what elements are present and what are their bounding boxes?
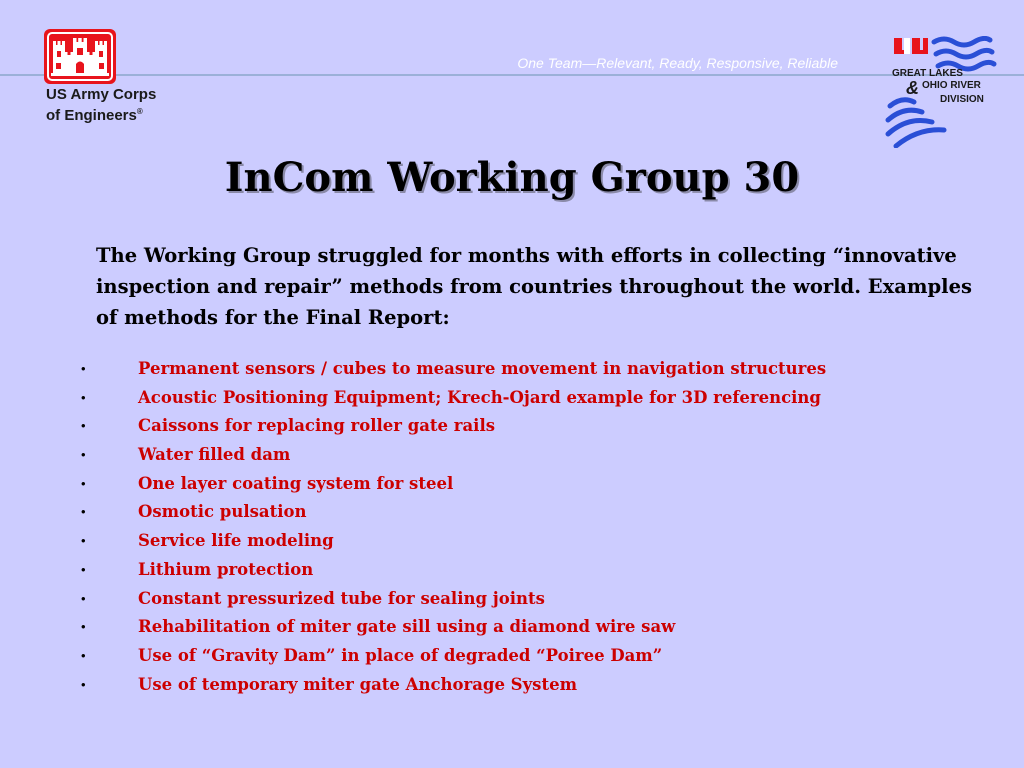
list-item <box>0 470 1024 499</box>
bullet-dot: • <box>81 389 86 405</box>
bullet-dot: • <box>81 619 86 635</box>
organization-name-line2: of Engineers <box>46 107 137 124</box>
division-logo-text-2: & <box>906 78 919 98</box>
great-lakes-ohio-river-division-logo-icon <box>878 36 998 148</box>
list-item <box>0 671 1024 700</box>
organization-name <box>46 86 156 124</box>
organization-name-line1: US Army Corps <box>46 86 157 103</box>
slide-intro-paragraph: The Working Group struggled for months with efforts in collecting “innovative inspection and repair” methods from countries throughout the world. Examples of methods for the Final Report: <box>96 244 972 329</box>
registered-mark: ® <box>136 107 143 116</box>
bullet-dot: • <box>81 504 86 520</box>
header-divider-line <box>0 74 1024 76</box>
bullet-dot: • <box>81 590 86 606</box>
list-item <box>0 498 1024 527</box>
list-item <box>0 613 1024 642</box>
list-item-text: Osmotic pulsation <box>138 502 307 522</box>
list-item <box>0 384 1024 413</box>
list-item <box>0 355 1024 384</box>
list-item-text: Permanent sensors / cubes to measure movement in navigation structures <box>138 359 827 378</box>
list-item <box>0 642 1024 671</box>
division-logo-text-4: DIVISION <box>940 94 984 105</box>
method-bullet-list <box>0 355 1024 699</box>
list-item-text: Lithium protection <box>138 559 314 579</box>
list-item <box>0 441 1024 470</box>
list-item-text: One layer coating system for steel <box>138 473 454 493</box>
list-item <box>0 412 1024 441</box>
list-item-text: Constant pressurized tube for sealing joints <box>138 588 545 608</box>
list-item-text: Service life modeling <box>138 531 334 551</box>
bullet-dot: • <box>81 361 86 376</box>
bullet-dot: • <box>81 533 86 549</box>
division-logo-text-3: OHIO RIVER <box>922 80 981 91</box>
list-item-text: Water filled dam <box>138 445 291 465</box>
slide-title: InCom Working Group 30 <box>224 154 800 201</box>
bullet-dot: • <box>81 418 86 434</box>
list-item-text: Rehabilitation of miter gate sill using a diamond wire saw <box>138 617 676 637</box>
list-item-text: Use of temporary miter gate Anchorage System <box>138 674 578 694</box>
castle-logo-icon <box>44 29 116 84</box>
bullet-dot: • <box>81 676 86 692</box>
list-item-text: Acoustic Positioning Equipment; Krech-Ojard example for 3D referencing <box>138 387 821 407</box>
list-item <box>0 585 1024 614</box>
list-item <box>0 527 1024 556</box>
bullet-dot: • <box>81 561 86 577</box>
bullet-dot: • <box>81 647 86 663</box>
list-item-text: Use of “Gravity Dam” in place of degraded “Poiree Dam” <box>138 645 663 665</box>
bullet-dot: • <box>81 447 86 463</box>
header-tagline: One Team—Relevant, Ready, Responsive, Reliable <box>517 55 838 71</box>
division-logo-text-1: GREAT LAKES <box>892 68 963 79</box>
list-item <box>0 556 1024 585</box>
bullet-dot: • <box>81 475 86 491</box>
list-item-text: Caissons for replacing roller gate rails <box>138 416 495 436</box>
